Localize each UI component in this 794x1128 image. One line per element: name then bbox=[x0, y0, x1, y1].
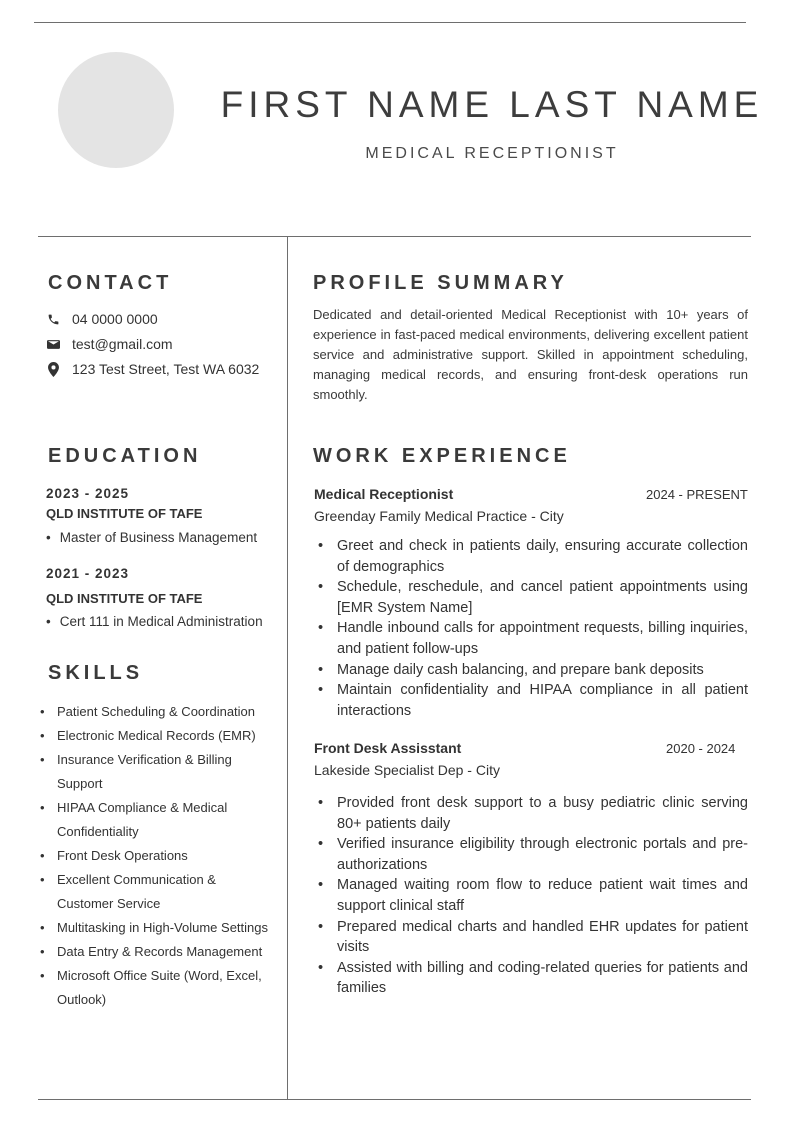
job-duty-item: • Prepared medical charts and handled EHR updates for patient visits bbox=[316, 917, 748, 958]
column-divider bbox=[287, 236, 288, 1100]
skill-item: • Front Desk Operations bbox=[40, 844, 280, 868]
job-dates: 2024 - PRESENT bbox=[646, 487, 748, 502]
job-duties-list bbox=[316, 793, 748, 999]
contact-heading bbox=[48, 272, 172, 295]
contact-phone bbox=[46, 311, 158, 327]
email-address: test@gmail.com bbox=[72, 336, 173, 352]
job-title: MEDICAL RECEPTIONIST bbox=[365, 145, 619, 162]
education-institution: QLD INSTITUTE OF TAFE bbox=[46, 506, 203, 521]
education-years: 2023 - 2025 bbox=[46, 486, 130, 501]
skills-list bbox=[40, 700, 280, 1012]
job-duty-item: • Provided front desk support to a busy pediatric clinic serving 80+ patients daily bbox=[316, 793, 748, 834]
work-experience-heading bbox=[313, 445, 571, 468]
job-position-title: Medical Receptionist bbox=[314, 486, 454, 502]
job-company: Greenday Family Medical Practice - City bbox=[314, 508, 564, 524]
education-qualification-text: Cert 111 in Medical Administration bbox=[59, 614, 263, 629]
skill-item: • HIPAA Compliance & Medical Confidentiality bbox=[40, 796, 242, 844]
education-qualification-text: Master of Business Management bbox=[59, 530, 258, 545]
job-duty-item: • Assisted with billing and coding-related queries for patients and families bbox=[316, 958, 748, 999]
skill-item: • Data Entry & Records Management bbox=[40, 940, 280, 964]
education-years: 2021 - 2023 bbox=[46, 566, 130, 581]
education-qualification bbox=[46, 614, 263, 629]
location-pin-icon bbox=[46, 362, 60, 376]
job-dates: 2020 - 2024 bbox=[666, 741, 736, 756]
profile-summary-heading-text: PROFILE SUMMARY bbox=[313, 272, 568, 294]
skill-item: • Patient Scheduling & Coordination bbox=[40, 700, 280, 724]
job-duty-item: • Greet and check in patients daily, ensuring accurate collection of demographics bbox=[316, 536, 748, 577]
header-divider bbox=[38, 236, 751, 237]
skills-heading-text: SKILLS bbox=[48, 662, 144, 684]
job-duty-item: • Manage daily cash balancing, and prepare bank deposits bbox=[316, 660, 748, 681]
job-duties-list bbox=[316, 536, 748, 721]
education-institution: QLD INSTITUTE OF TAFE bbox=[46, 591, 203, 606]
contact-heading-text: CONTACT bbox=[48, 272, 173, 294]
education-heading bbox=[48, 445, 201, 468]
envelope-icon bbox=[46, 337, 60, 351]
profile-summary-text: Dedicated and detail-oriented Medical Receptionist with 10+ years of experience in fast-paced medical environments, delivering excellent patient service and administrative support. Skilled in appointment scheduling, managing medical records, and ensuring front-desk operations run smoothly. bbox=[313, 307, 748, 402]
job-duty-item: • Schedule, reschedule, and cancel patient appointments using [EMR System Name] bbox=[316, 577, 748, 618]
profile-summary-heading bbox=[313, 272, 568, 295]
skill-item: • Electronic Medical Records (EMR) bbox=[40, 724, 280, 748]
street-address: 123 Test Street, Test WA 6032 bbox=[72, 361, 260, 377]
skill-item: • Insurance Verification & Billing Support bbox=[40, 748, 242, 796]
phone-icon bbox=[46, 312, 60, 326]
job-duty-item: • Verified insurance eligibility through electronic portals and pre-authorizations bbox=[316, 834, 748, 875]
education-heading-text: EDUCATION bbox=[48, 445, 202, 467]
job-position-title: Front Desk Assisstant bbox=[314, 740, 462, 756]
bottom-rule bbox=[38, 1099, 751, 1100]
skill-item: • Microsoft Office Suite (Word, Excel, Outlook) bbox=[40, 964, 272, 1012]
skill-item: • Multitasking in High-Volume Settings bbox=[40, 916, 280, 940]
top-rule bbox=[34, 22, 746, 23]
contact-email bbox=[46, 336, 173, 352]
candidate-name: FIRST NAME LAST NAME bbox=[220, 84, 764, 125]
phone-number: 04 0000 0000 bbox=[72, 311, 158, 327]
job-company: Lakeside Specialist Dep - City bbox=[314, 762, 500, 778]
contact-address bbox=[46, 361, 259, 377]
work-experience-heading-text: WORK EXPERIENCE bbox=[313, 445, 571, 467]
education-qualification bbox=[46, 530, 257, 545]
skills-heading bbox=[48, 662, 143, 685]
job-duty-item: • Managed waiting room flow to reduce patient wait times and support clinical staff bbox=[316, 875, 748, 916]
job-duty-item: • Maintain confidentiality and HIPAA compliance in all patient interactions bbox=[316, 680, 748, 721]
job-duty-item: • Handle inbound calls for appointment requests, billing inquiries, and patient follow-ups bbox=[316, 618, 748, 659]
skill-item: • Excellent Communication & Customer Service bbox=[40, 868, 242, 916]
